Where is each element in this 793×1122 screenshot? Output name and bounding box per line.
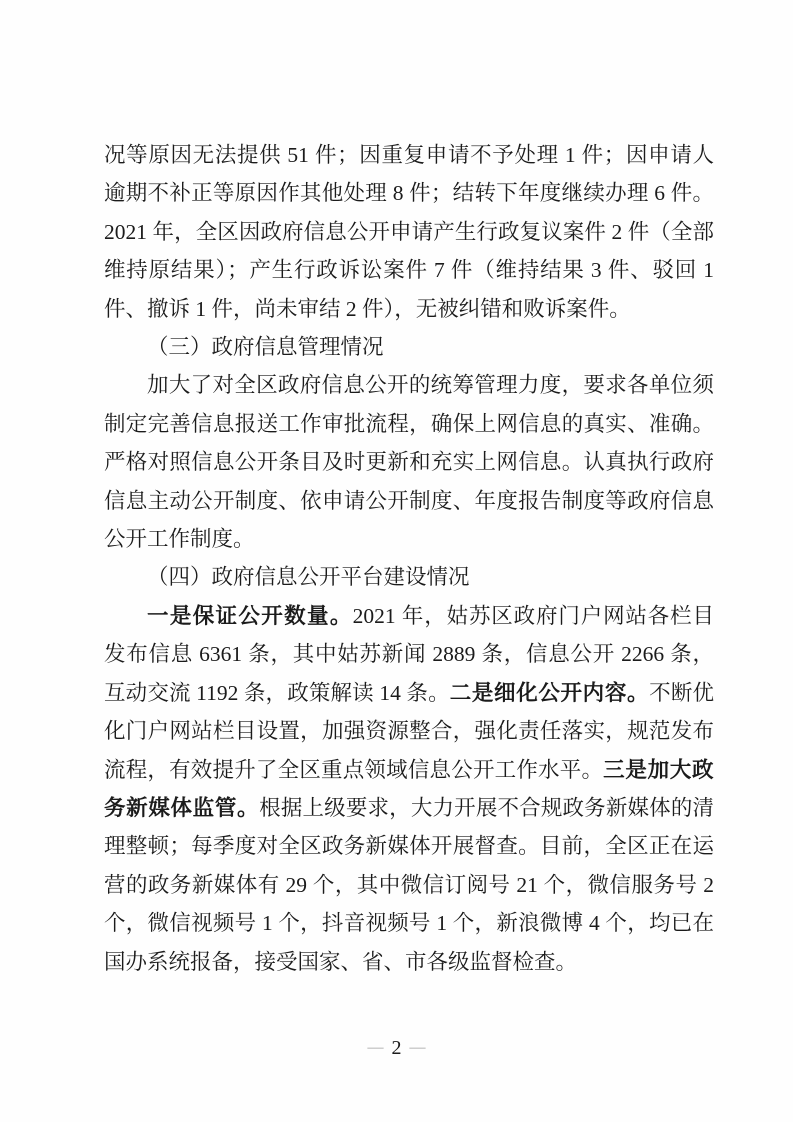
paragraph-continuation: 况等原因无法提供 51 件；因重复申请不予处理 1 件；因申请人逾期不补正等原因作其他处理 8 件；结转下年度继续办理 6 件。2021 年，全区因政府信息公开申请产生行政复议案件 2 件（全部维持原结果）；产生行政诉讼案件 7 件（维持结果 3 件、驳回 1 件、撤诉 1 件，尚未审结 2 件），无被纠错和败诉案件。 xyxy=(104,143,714,321)
text-run-one: 2021 年，姑苏区政府门户网站各栏目发布信息 6361 条，其中姑苏新闻 2889 条，信息公开 2266 条，互动交流 1192 条，政策解读 14 条。 xyxy=(104,603,714,705)
footer-dash-right: — xyxy=(409,1039,426,1056)
section-4-paragraph xyxy=(104,597,714,981)
page-footer xyxy=(0,1036,793,1060)
section-3-heading: （三）政府信息管理情况 xyxy=(147,335,384,360)
document-body xyxy=(104,136,714,981)
bold-point-three: 三是加大政务新媒体监管。 xyxy=(104,757,714,820)
bold-point-two: 二是细化公开内容。 xyxy=(449,680,650,705)
section-3-paragraph: 加大了对全区政府信息公开的统筹管理力度，要求各单位须制定完善信息报送工作审批流程，确保上网信息的真实、准确。严格对照信息公开条目及时更新和充实上网信息。认真执行政府信息主动公开制度、依申请公开制度、年度报告制度等政府信息公开工作制度。 xyxy=(104,373,714,552)
section-4-heading: （四）政府信息公开平台建设情况 xyxy=(147,565,470,590)
bold-point-one: 一是保证公开数量。 xyxy=(147,603,353,628)
footer-dash-left: — xyxy=(367,1039,384,1056)
text-run-three: 根据上级要求，大力开展不合规政务新媒体的清理整顿；每季度对全区政务新媒体开展督查。目前，全区正在运营的政务新媒体有 29 个，其中微信订阅号 21 个，微信服务号 2 个，微信视频号 1 个，抖音视频号 1 个，新浪微博 4 个，均已在国办系统报备，接受国家、省、市各级监督检查。 xyxy=(104,795,714,974)
text-run-two: 不断优化门户网站栏目设置，加强资源整合，强化责任落实，规范发布流程，有效提升了全区重点领域信息公开工作水平。 xyxy=(104,680,714,782)
page-number: 2 xyxy=(391,1037,402,1059)
